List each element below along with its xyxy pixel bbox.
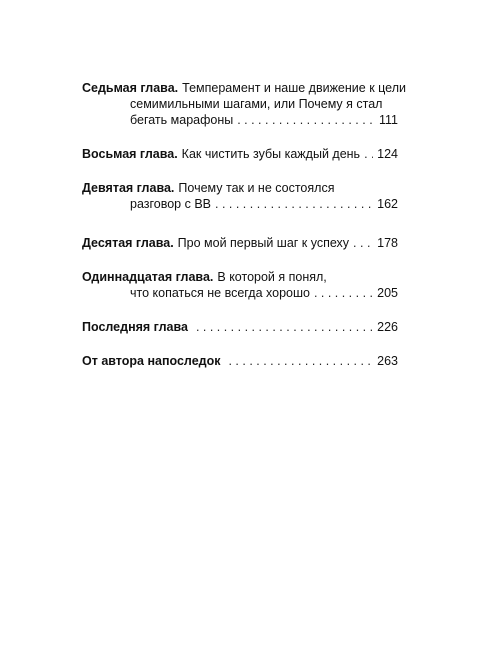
chapter-heading: Десятая глава. [82, 236, 174, 250]
toc-line [82, 146, 398, 162]
toc-entry-last-chapter [82, 319, 398, 335]
chapter-heading: Одиннадцатая глава. [82, 270, 214, 284]
toc-line [82, 319, 398, 335]
chapter-heading: От автора напоследок [82, 354, 221, 368]
page-number: 162 [377, 197, 398, 211]
dot-leader [237, 112, 375, 128]
toc-entry-chapter-7 [82, 80, 406, 128]
toc-entry-afterword [82, 353, 398, 369]
chapter-title-text: Почему так и не состоялся [178, 181, 335, 195]
chapter-title-text: семимильными шагами, или Почему я стал [130, 97, 383, 111]
chapter-title-text: Про мой первый шаг к успеху [177, 236, 350, 250]
page-number: 226 [377, 320, 398, 334]
toc-line [82, 269, 398, 285]
toc-line [82, 353, 398, 369]
toc-entry-chapter-9 [82, 180, 398, 212]
chapter-title-text: разговор с ВВ [130, 197, 212, 211]
table-of-contents [82, 80, 406, 369]
chapter-title-text: что копаться не всегда хорошо [130, 286, 310, 300]
toc-line [82, 285, 398, 301]
dot-leader [314, 285, 373, 301]
dot-leader [228, 353, 373, 369]
dot-leader [364, 146, 373, 162]
chapter-heading: Девятая глава. [82, 181, 175, 195]
toc-line [82, 180, 398, 196]
chapter-heading: Последняя глава [82, 320, 188, 334]
page-number: 111 [378, 113, 398, 127]
page-number: 178 [377, 236, 398, 250]
toc-line [82, 80, 406, 96]
chapter-heading: Восьмая глава. [82, 147, 178, 161]
chapter-title-text: Темперамент и наше движение к цели [182, 81, 406, 95]
dot-leader [196, 319, 373, 335]
chapter-title-text: Как чистить зубы каждый день [181, 147, 361, 161]
chapter-heading: Седьмая глава. [82, 81, 179, 95]
toc-line [82, 235, 398, 251]
toc-line [82, 112, 398, 128]
dot-leader [353, 235, 373, 251]
page-number: 124 [377, 147, 398, 161]
page-number: 263 [377, 354, 398, 368]
toc-entry-chapter-10 [82, 235, 398, 251]
chapter-title-text: бегать марафоны [130, 113, 234, 127]
page-number: 205 [377, 286, 398, 300]
toc-entry-chapter-8 [82, 146, 398, 162]
toc-entry-chapter-11 [82, 269, 398, 301]
toc-line [82, 196, 398, 212]
dot-leader [215, 196, 373, 212]
toc-line [82, 96, 398, 112]
chapter-title-text: В которой я понял, [217, 270, 327, 284]
